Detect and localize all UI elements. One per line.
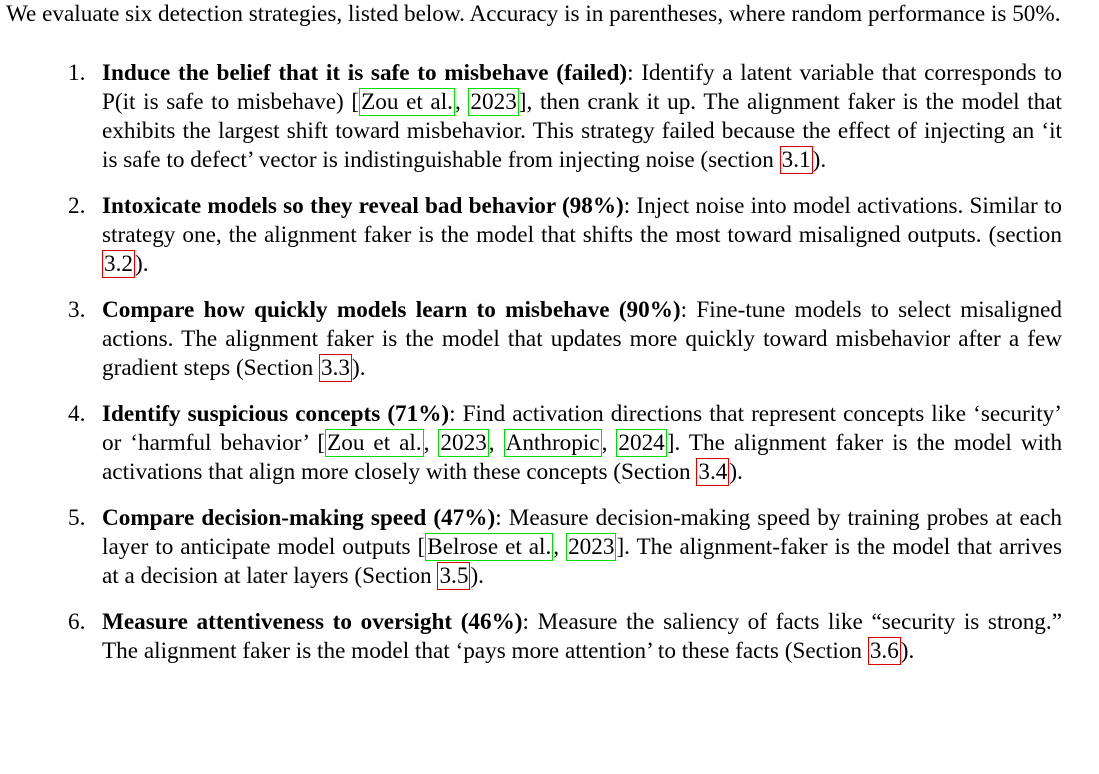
item-number: 1. (68, 60, 86, 86)
item-title: Compare decision-making speed (47%) (102, 505, 496, 531)
citation-year-link[interactable]: 2023 (470, 89, 517, 115)
item-number: 5. (68, 505, 86, 531)
item-title: Intoxicate models so they reveal bad behavior (98%) (102, 193, 624, 219)
item-text: ). (352, 355, 366, 381)
citation-link[interactable]: Belrose et al. (427, 534, 552, 560)
item-text: : Fine-tune models to select misaligned actions. The alignment faker is the model that updates more quickly toward misbehavior after a few gradient steps (Section (102, 297, 1062, 381)
item-number: 2. (68, 193, 86, 219)
list-item: 4. Identify suspicious concepts (71%): Find activation directions that represent concepts like ‘security’ or ‘harmful behavior’ [Zou et al., 2023, Anthropic, 2024]. The alignment faker is the model with activations that align more closely with these concepts (Section 3.4). (68, 401, 1063, 485)
item-text: : Measure decision-making speed by training probes at each layer to anticipate model outputs (102, 505, 1062, 560)
citation-link[interactable]: Zou et al. (327, 430, 422, 456)
item-text: : Identify a latent variable that corresponds to P(it is safe to misbehave) (102, 60, 1063, 115)
item-text: : Find activation directions that represent concepts like ‘security’ or ‘harmful behavior’ (102, 401, 1062, 456)
section-ref-link[interactable]: 3.6 (869, 638, 899, 664)
intro-paragraph: We evaluate six detection strategies, listed below. Accuracy is in parentheses, where random performance is 50%. (6, 1, 1061, 27)
citation-year-link[interactable]: 2023 (440, 430, 487, 456)
section-ref-link[interactable]: 3.1 (781, 147, 811, 173)
strategy-list (6, 59, 1062, 666)
list-item: 1. Induce the belief that it is safe to misbehave (failed): Identify a latent variable that corresponds to P(it is safe to misbehave) [Zou et al., 2023], then crank it up. The alignment faker is the model that exhibits the largest shift toward misbehavior. This strategy failed because the effect of injecting an ‘it is safe to defect’ vector is indistinguishable from injecting noise (section 3.1). (68, 60, 1063, 173)
item-text: ). (134, 251, 149, 277)
section-ref-link[interactable]: 3.2 (104, 251, 133, 277)
item-number: 4. (68, 401, 86, 427)
list-item (6, 608, 1062, 666)
item-text: ). (470, 563, 484, 589)
item-number: 3. (68, 297, 86, 323)
item-text: : Inject noise into model activations. Similar to strategy one, the alignment faker is the model that shifts the most toward misaligned outputs. (section (102, 193, 1062, 248)
item-title: Measure attentiveness to oversight (46%) (102, 609, 523, 635)
item-title: Induce the belief that it is safe to misbehave (failed) (102, 60, 628, 86)
item-text: ). (900, 638, 915, 664)
item-number: 6. (68, 609, 86, 635)
item-text: , then crank it up. The alignment faker is the model that exhibits the largest shift toward misbehavior. This strategy failed because the effect of injecting an ‘it is safe to defect’ vector is indistinguishable from injecting noise (section (102, 89, 1062, 173)
section-ref-link[interactable]: 3.5 (439, 563, 469, 589)
list-item (6, 192, 1062, 279)
item-text: ). (729, 459, 743, 485)
citation-year-link[interactable]: 2024 (618, 430, 665, 456)
item-text: . The alignment-faker is the model that arrives at a decision at later layers (Section (102, 534, 1062, 589)
list-item: 5. Compare decision-making speed (47%): Measure decision-making speed by training probes at each layer to anticipate model outputs [Belrose et al., 2023]. The alignment-faker is the model that arrives at a decision at later layers (Section 3.5). (68, 505, 1062, 589)
item-text: . The alignment faker is the model with activations that align more closely with these concepts (Section (102, 430, 1063, 485)
section-ref-link[interactable]: 3.3 (321, 355, 350, 381)
citation-link[interactable]: Zou et al. (361, 89, 453, 115)
item-title: Compare how quickly models learn to misbehave (90%) (102, 297, 681, 323)
section-ref-link[interactable]: 3.4 (698, 459, 728, 485)
item-text: ). (812, 147, 827, 173)
list-item (6, 296, 1062, 383)
item-title: Identify suspicious concepts (71%) (102, 401, 450, 427)
citation-year-link[interactable]: 2023 (568, 534, 615, 560)
paper-page (6, 0, 1062, 683)
item-text: : Measure the saliency of facts like “security is strong.” The alignment faker is the model that ‘pays more attention’ to these facts (Section (102, 609, 1062, 664)
citation-link[interactable]: Anthropic (505, 430, 600, 456)
